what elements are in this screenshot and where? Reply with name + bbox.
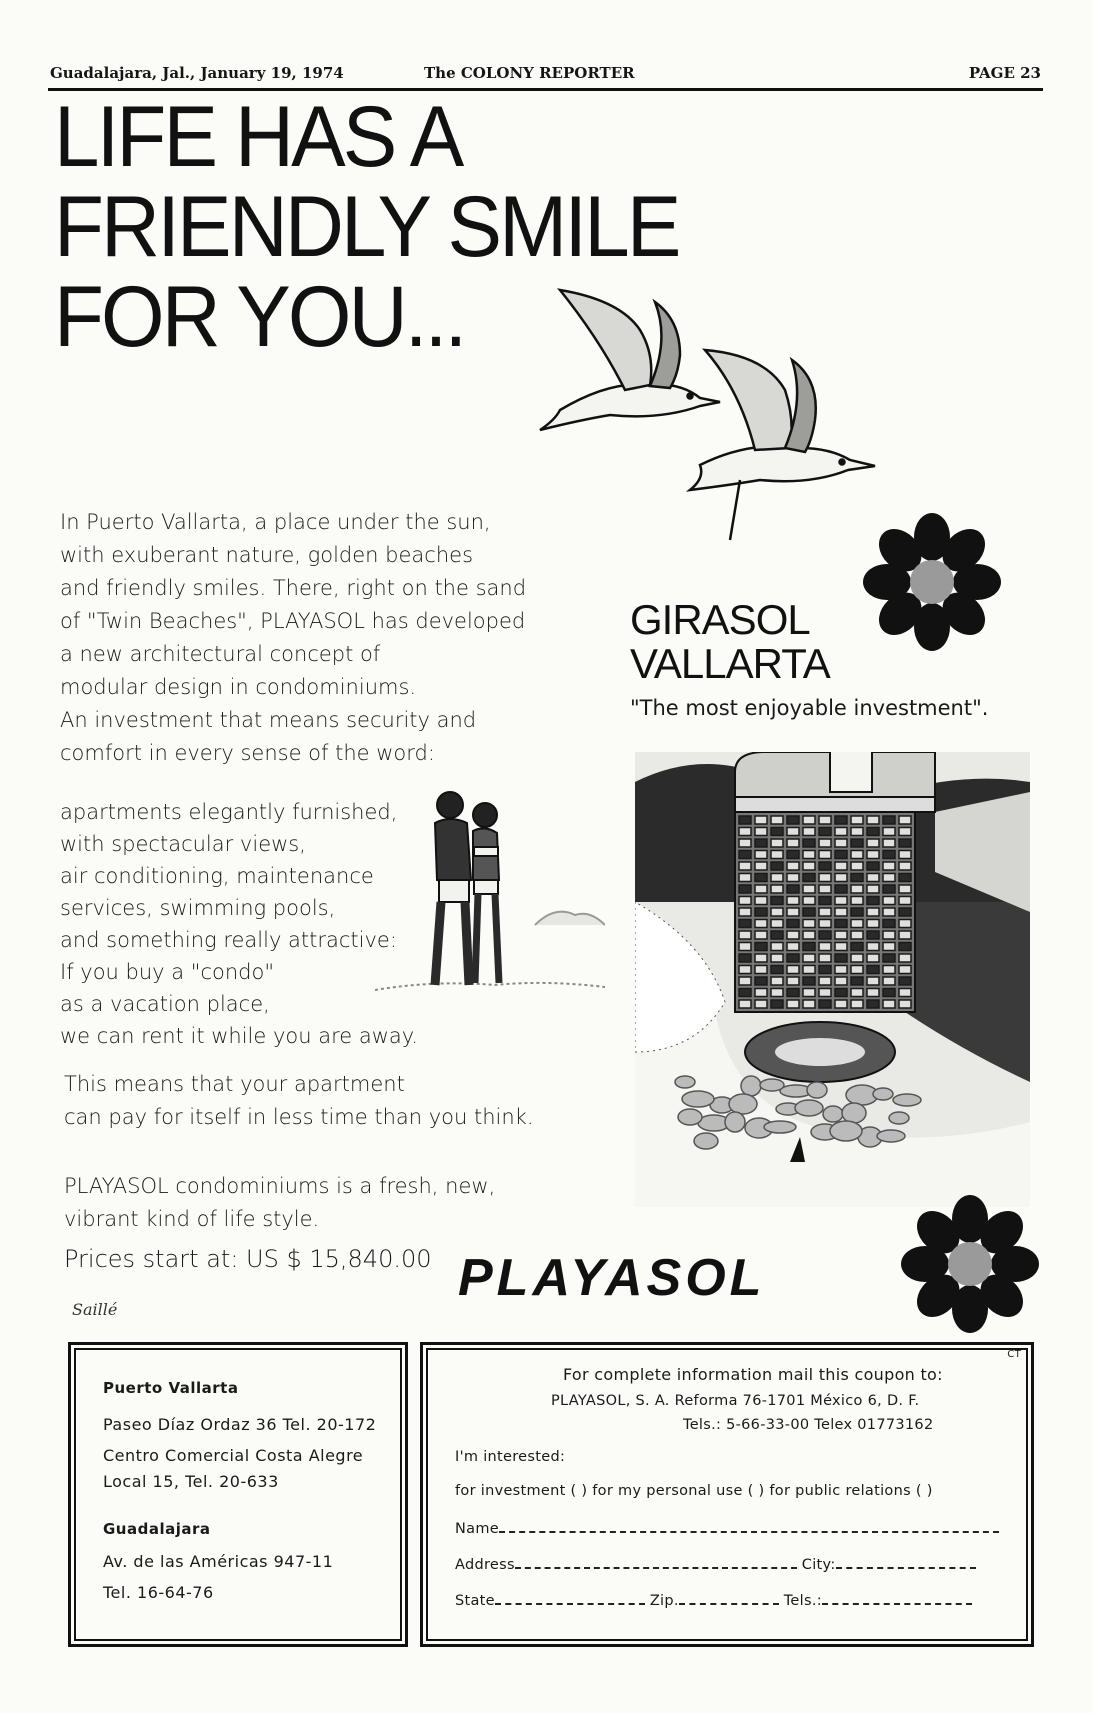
building-window-icon [899,874,911,882]
building-window-icon [755,897,767,905]
building-window-icon [819,885,831,893]
building-window-icon [787,862,799,870]
building-window-icon [899,885,911,893]
building-window-icon [883,1000,895,1008]
building-window-icon [851,897,863,905]
building-window-icon [739,839,751,847]
coupon-interested-label: I'm interested: [455,1449,566,1465]
coupon-interest-options[interactable]: for investment ( ) for my personal use ( ) for public relations ( ) [455,1483,933,1499]
building-window-icon [883,862,895,870]
intro-line: and friendly smiles. There, right on the sand [60,576,527,600]
building-window-icon [771,897,783,905]
intro-line: comfort in every sense of the word: [60,741,435,765]
building-window-icon [883,966,895,974]
shore-rock-icon [873,1088,893,1100]
building-window-icon [771,989,783,997]
building-window-icon [787,920,799,928]
woman-figure-icon [473,803,499,983]
logo-center-icon [910,560,954,604]
building-window-icon [771,839,783,847]
playasol-brand-wordmark: PLAYASOL [458,1249,766,1307]
girasol-slogan: "The most enjoyable investment". [630,696,989,720]
building-window-icon [819,977,831,985]
building-window-icon [835,874,847,882]
girasol-vallarta-name [630,598,830,686]
building-window-icon [899,816,911,824]
building-window-icon [851,908,863,916]
building-window-icon [787,874,799,882]
building-window-icon [755,862,767,870]
running-head [48,60,1043,91]
shore-rock-icon [694,1133,718,1149]
payoff-line: This means that your apartment [64,1072,405,1096]
building-window-icon [819,931,831,939]
girasol-sunflower-logo [862,512,1002,652]
shore-rock-icon [764,1121,796,1133]
intro-paragraph [60,506,526,770]
building-window-icon [851,943,863,951]
shore-rock-icon [823,1106,843,1122]
building-window-icon [883,977,895,985]
building-window-icon [755,839,767,847]
building-window-icon [899,954,911,962]
seagull-icon [540,290,720,430]
building-window-icon [819,954,831,962]
feature-line: services, swimming pools, [60,896,336,920]
building-window-icon [883,943,895,951]
building-window-icon [899,851,911,859]
building-window-icon [899,908,911,916]
building-window-icon [835,966,847,974]
building-window-icon [739,943,751,951]
building-window-icon [867,931,879,939]
building-window-icon [899,1000,911,1008]
building-window-icon [755,977,767,985]
tels-field-label: Tels.: [783,1593,822,1609]
building-window-icon [739,908,751,916]
intro-line: with exuberant nature, golden beaches [60,543,474,567]
building-window-icon [883,931,895,939]
city-field-label: City: [801,1557,836,1573]
shore-rock-icon [795,1100,823,1116]
running-head-date: Guadalajara, Jal., January 19, 1974 [50,64,344,82]
shore-rock-icon [760,1079,784,1091]
building-window-icon [867,816,879,824]
building-window-icon [883,908,895,916]
coupon-phone-line: Tels.: 5-66-33-00 Telex 01773162 [683,1417,934,1433]
building-window-icon [771,908,783,916]
building-window-icon [819,874,831,882]
building-window-icon [803,908,815,916]
shore-rock-icon [741,1076,761,1096]
building-window-icon [819,989,831,997]
building-window-icon [819,920,831,928]
building-window-icon [755,816,767,824]
zip-field-line[interactable] [679,1591,779,1605]
building-window-icon [851,816,863,824]
intro-line: In Puerto Vallarta, a place under the sun, [60,510,491,534]
building-window-icon [835,977,847,985]
building-window-icon [787,828,799,836]
building-window-icon [867,954,879,962]
shore-rock-icon [729,1094,757,1114]
building-window-icon [739,954,751,962]
building-window-icon [771,828,783,836]
closing-line: vibrant kind of life style. [64,1207,320,1231]
seagull-icon [690,350,875,540]
building-window-icon [755,943,767,951]
building-window-icon [787,908,799,916]
address-field-line[interactable] [515,1555,797,1569]
building-window-icon [819,816,831,824]
building-window-icon [835,920,847,928]
building-window-icon [787,931,799,939]
artist-signature: Saillé [72,1300,118,1319]
intro-line: modular design in condominiums. [60,675,417,699]
running-head-paper-name: The COLONY REPORTER [424,64,635,82]
coupon-address-field[interactable] [455,1555,976,1573]
building-window-icon [851,989,863,997]
headline-line-1: LIFE HAS A [54,89,462,185]
building-window-icon [755,989,767,997]
building-window-icon [835,989,847,997]
building-window-icon [771,851,783,859]
office-address-line: Av. de las Américas 947-11 [103,1552,334,1571]
building-window-icon [803,931,815,939]
building-window-icon [787,839,799,847]
state-field-line[interactable] [495,1591,645,1605]
building-window-icon [835,828,847,836]
building-window-icon [899,920,911,928]
building-window-icon [867,839,879,847]
building-window-icon [787,977,799,985]
intro-line: of "Twin Beaches", PLAYASOL has developed [60,609,526,633]
building-window-icon [771,977,783,985]
logo-center-icon [948,1242,992,1286]
building-window-icon [899,862,911,870]
building-window-icon [835,851,847,859]
building-window-icon [835,897,847,905]
shore-rock-icon [889,1112,909,1124]
building-window-icon [787,816,799,824]
building-window-icon [851,920,863,928]
building-window-icon [803,816,815,824]
shore-rock-icon [830,1121,862,1141]
building-window-icon [819,897,831,905]
office-address-line: Local 15, Tel. 20-633 [103,1472,279,1491]
intro-line: An investment that means security and [60,708,477,732]
building-window-icon [867,874,879,882]
office-address-line: Paseo Díaz Ordaz 36 Tel. 20-172 [103,1415,377,1434]
building-window-icon [867,897,879,905]
building-window-icon [739,816,751,824]
building-window-icon [867,828,879,836]
building-window-icon [787,989,799,997]
building-window-icon [867,1000,879,1008]
building-window-icon [739,977,751,985]
building-window-icon [755,874,767,882]
building-window-icon [835,1000,847,1008]
building-window-icon [739,828,751,836]
building-window-icon [899,828,911,836]
headline-line-2: FRIENDLY SMILE [54,179,679,275]
building-window-icon [739,931,751,939]
building-window-icon [867,989,879,997]
building-window-icon [899,943,911,951]
closing-line: PLAYASOL condominiums is a fresh, new, [64,1174,496,1198]
building-window-icon [883,897,895,905]
feature-line: and something really attractive: [60,928,397,952]
building-window-icon [755,851,767,859]
feature-line: If you buy a "condo" [60,960,275,984]
building-window-icon [835,943,847,951]
building-window-icon [867,920,879,928]
building-window-icon [755,1000,767,1008]
building-window-icon [867,851,879,859]
office-address-line: Centro Comercial Costa Alegre [103,1446,364,1465]
zip-field-label: Zip. [649,1593,679,1609]
building-window-icon [883,828,895,836]
building-window-icon [819,966,831,974]
building-window-icon [803,874,815,882]
feature-line: with spectacular views, [60,832,306,856]
building-window-icon [883,816,895,824]
feature-line: air conditioning, maintenance [60,864,374,888]
shore-rock-icon [682,1091,714,1107]
feature-line: as a vacation place, [60,992,270,1016]
girasol-building-illustration [635,752,1030,1207]
building-window-icon [755,920,767,928]
coupon-mailing-address: PLAYASOL, S. A. Reforma 76-1701 México 6, D. F. [551,1393,920,1409]
building-window-icon [771,862,783,870]
building-window-icon [803,851,815,859]
building-window-icon [739,851,751,859]
building-window-icon [899,989,911,997]
building-window-icon [803,966,815,974]
building-window-icon [771,966,783,974]
coupon-heading: For complete information mail this coupon to: [563,1365,943,1384]
seagulls-illustration [530,280,910,550]
playasol-sunflower-logo [900,1194,1040,1334]
building-window-icon [851,977,863,985]
payoff-paragraph [64,1068,534,1134]
building-window-icon [851,954,863,962]
building-window-icon [867,977,879,985]
shore-rock-icon [893,1094,921,1106]
building-window-icon [867,943,879,951]
building-window-icon [771,931,783,939]
coupon-name-field[interactable] [455,1519,999,1537]
building-window-icon [771,1000,783,1008]
building-window-icon [803,954,815,962]
address-field-label: Address [455,1557,515,1573]
building-window-icon [739,862,751,870]
building-window-icon [851,874,863,882]
girasol-name-line: GIRASOL [630,596,810,643]
building-window-icon [739,966,751,974]
building-window-icon [803,989,815,997]
building-window-icon [899,839,911,847]
building-window-icon [867,966,879,974]
building-window-icon [851,839,863,847]
building-window-icon [739,920,751,928]
building-window-icon [851,966,863,974]
building-window-icon [835,839,847,847]
building-window-icon [851,862,863,870]
building-window-icon [835,931,847,939]
building-window-icon [851,828,863,836]
office-address-line: Tel. 16-64-76 [103,1583,214,1602]
building-window-icon [803,920,815,928]
tels-field-line[interactable] [822,1591,972,1605]
shore-rock-icon [678,1109,702,1125]
building-window-icon [835,885,847,893]
headline-line-3: FOR YOU... [54,269,465,365]
building-window-icon [787,1000,799,1008]
office-city-heading: Puerto Vallarta [103,1379,239,1397]
rooftop-cylinder-icon [830,752,872,792]
building-window-icon [803,1000,815,1008]
girasol-name-line: VALLARTA [630,640,830,687]
building-window-icon [787,885,799,893]
building-window-icon [771,920,783,928]
shore-rock-icon [675,1076,695,1088]
building-window-icon [899,977,911,985]
building-window-icon [755,828,767,836]
running-head-page-number: PAGE 23 [968,64,1041,82]
building-window-icon [739,1000,751,1008]
building-window-icon [835,816,847,824]
building-window-icon [835,908,847,916]
feature-line: apartments elegantly furnished, [60,800,398,824]
building-window-icon [819,908,831,916]
coupon-corner-mark: CT [1007,1349,1021,1360]
building-window-icon [755,966,767,974]
building-window-icon [851,1000,863,1008]
building-window-icon [803,897,815,905]
state-field-label: State [455,1593,495,1609]
building-window-icon [867,908,879,916]
building-window-icon [739,897,751,905]
coupon-state-field[interactable] [455,1591,972,1609]
mail-in-coupon[interactable] [420,1342,1034,1647]
building-window-icon [835,862,847,870]
building-window-icon [771,943,783,951]
shore-rock-icon [807,1082,827,1098]
building-window-icon [755,908,767,916]
building-window-icon [867,862,879,870]
building-window-icon [851,851,863,859]
building-window-icon [883,920,895,928]
building-window-icon [819,839,831,847]
feature-line: we can rent it while you are away. [60,1024,418,1048]
building-window-icon [883,839,895,847]
features-paragraph [60,796,418,1052]
building-window-icon [803,862,815,870]
building-window-icon [899,966,911,974]
man-figure-icon [435,792,471,985]
building-window-icon [787,954,799,962]
building-window-icon [803,943,815,951]
building-window-icon [755,954,767,962]
name-field-label: Name [455,1521,499,1537]
building-window-icon [787,966,799,974]
office-city-heading: Guadalajara [103,1520,211,1538]
building-window-icon [819,851,831,859]
name-field-line[interactable] [499,1519,999,1533]
building-window-icon [771,954,783,962]
building-window-icon [771,816,783,824]
building-window-icon [755,885,767,893]
couple-beach-illustration [375,785,605,1015]
building-window-icon [883,874,895,882]
building-window-icon [787,851,799,859]
building-window-icon [787,897,799,905]
payoff-line: can pay for itself in less time than you think. [64,1105,534,1129]
building-window-icon [803,885,815,893]
building-window-icon [851,931,863,939]
tower-building-icon [735,752,935,1012]
building-window-icon [803,828,815,836]
building-window-icon [771,885,783,893]
building-window-icon [899,897,911,905]
building-window-icon [899,931,911,939]
building-window-icon [883,954,895,962]
building-window-icon [819,862,831,870]
building-window-icon [739,885,751,893]
building-window-icon [755,931,767,939]
shore-rock-icon [725,1112,745,1132]
building-window-icon [819,943,831,951]
shore-rock-icon [842,1103,866,1123]
building-window-icon [835,954,847,962]
price-line: Prices start at: US $ 15,840.00 [64,1245,432,1273]
intro-line: a new architectural concept of [60,642,381,666]
building-window-icon [771,874,783,882]
office-addresses-box [68,1342,408,1647]
city-field-line[interactable] [836,1555,976,1569]
building-window-icon [883,885,895,893]
closing-paragraph [64,1170,495,1236]
building-window-icon [883,989,895,997]
building-window-icon [739,989,751,997]
building-window-icon [819,1000,831,1008]
building-window-icon [803,977,815,985]
building-window-icon [883,851,895,859]
building-window-icon [739,874,751,882]
building-window-icon [851,885,863,893]
building-window-icon [787,943,799,951]
building-window-icon [819,828,831,836]
building-window-icon [867,885,879,893]
shore-rock-icon [877,1130,905,1142]
building-window-icon [803,839,815,847]
